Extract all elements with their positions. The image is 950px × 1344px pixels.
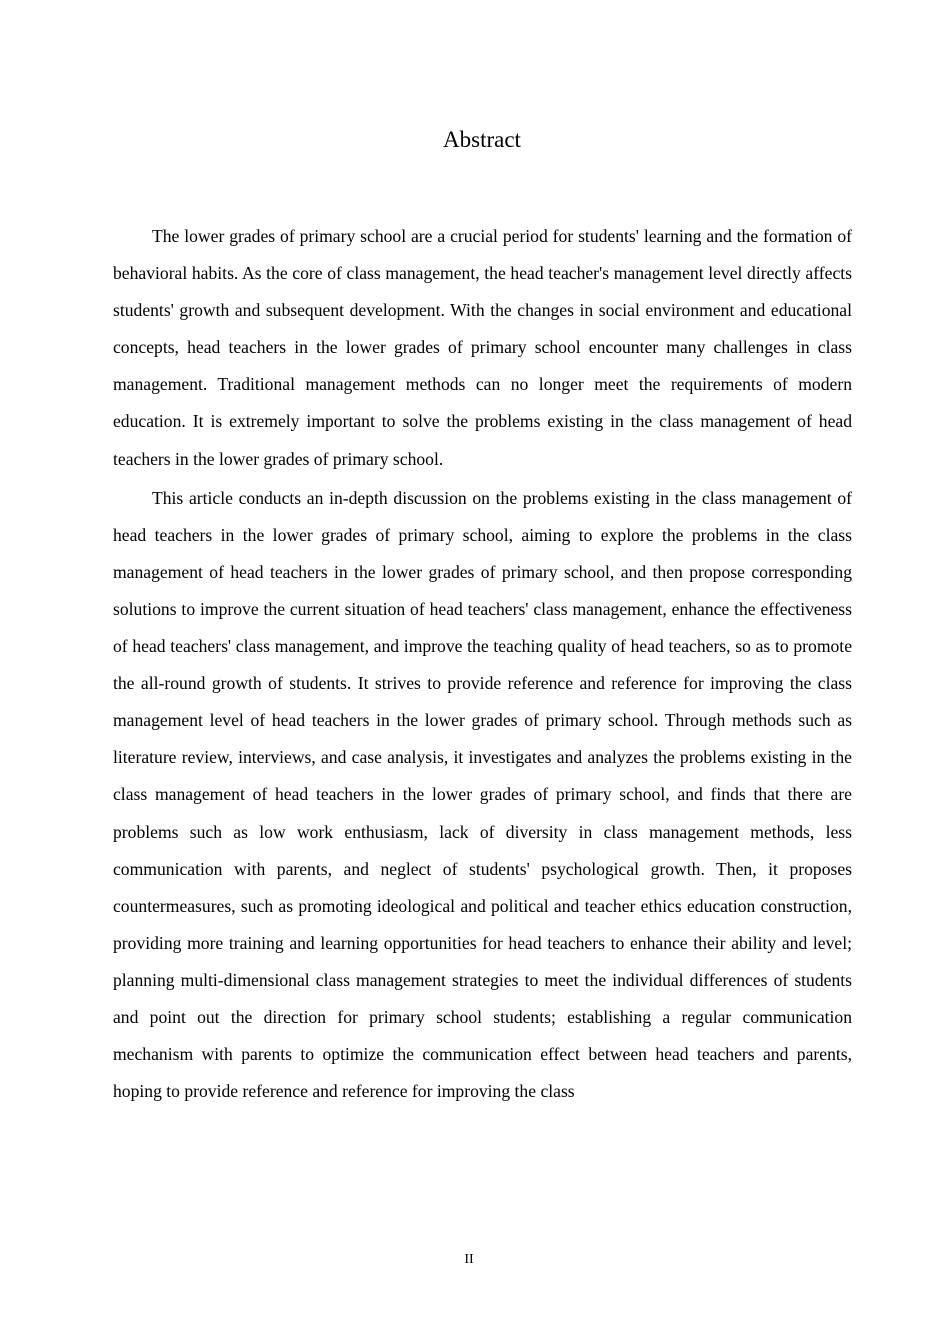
abstract-paragraph-1: The lower grades of primary school are a crucial period for students' learning and the formation of behavioral habits. As the core of class management, the head teacher's management level directly affects students' growth and subsequent development. With the changes in social environment and educational concepts, head teachers in the lower grades of primary school encounter many challenges in class management. Traditional management methods can no longer meet the requirements of modern education. It is extremely important to solve the problems existing in the class management of head teachers in the lower grades of primary school. [113,226,852,469]
abstract-body [113,218,852,1110]
abstract-paragraph-2: This article conducts an in-depth discussion on the problems existing in the class management of head teachers in the lower grades of primary school, aiming to explore the problems in the class management of head teachers in the lower grades of primary school, and then propose corresponding solutions to improve the current situation of head teachers' class management, enhance the effectiveness of head teachers' class management, and improve the teaching quality of head teachers, so as to promote the all-round growth of students. It strives to provide reference and reference for improving the class management level of head teachers in the lower grades of primary school. Through methods such as literature review, interviews, and case analysis, it investigates and analyzes the problems existing in the class management of head teachers in the lower grades of primary school, and finds that there are problems such as low work enthusiasm, lack of diversity in class management methods, less communication with parents, and neglect of students' psychological growth. Then, it proposes countermeasures, such as promoting ideological and political and teacher ethics education construction, providing more training and learning opportunities for head teachers to enhance their ability and level; planning multi-dimensional class management strategies to meet the individual differences of students and point out the direction for primary school students; establishing a regular communication mechanism with parents to optimize the communication effect between head teachers and parents, hoping to provide reference and reference for improving the class [113,487,852,1102]
abstract-title: Abstract [443,127,521,152]
page-number: II [464,1252,474,1267]
